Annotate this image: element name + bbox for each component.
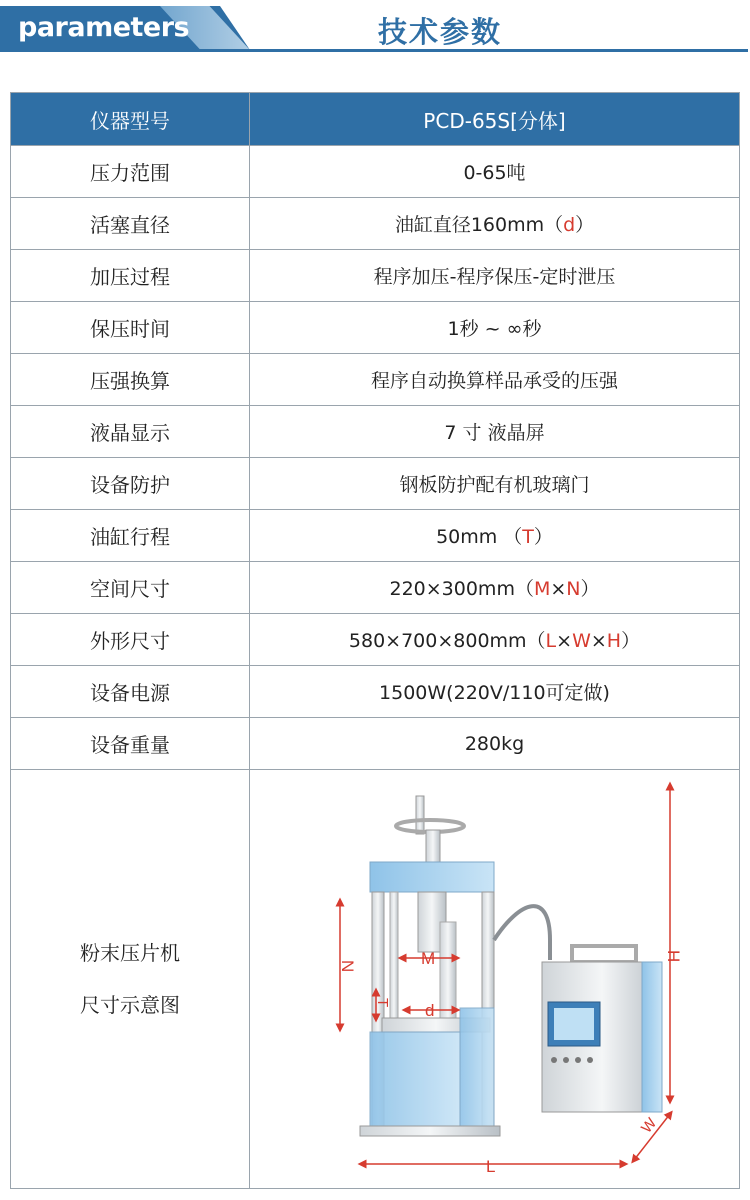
table-row	[11, 458, 740, 510]
table-row	[11, 666, 740, 718]
table-row	[11, 406, 740, 458]
value-highlight: M	[533, 578, 551, 600]
diagram-label-line: 尺寸示意图	[80, 993, 180, 1017]
value-text: ）	[621, 630, 641, 652]
row-label: 压强换算	[11, 354, 250, 406]
press-diagram-svg	[250, 770, 740, 1188]
value-text: 220×300mm（	[389, 578, 534, 600]
row-label: 活塞直径	[11, 198, 250, 250]
value-text: ）	[533, 526, 553, 548]
row-label: 空间尺寸	[11, 562, 250, 614]
row-label: 外形尺寸	[11, 614, 250, 666]
row-value: 钢板防护配有机玻璃门	[250, 458, 740, 510]
row-label: 设备重量	[11, 718, 250, 770]
value-highlight: T	[522, 526, 534, 548]
dim-label-h: H	[664, 950, 683, 963]
press-machine-icon	[360, 796, 550, 1136]
value-highlight: N	[566, 578, 581, 600]
value-highlight: W	[572, 630, 591, 652]
table-row	[11, 510, 740, 562]
table-row	[11, 354, 740, 406]
table-header-row	[11, 93, 740, 146]
diagram-label-line: 粉末压片机	[80, 941, 180, 965]
table-row	[11, 198, 740, 250]
row-label: 油缸行程	[11, 510, 250, 562]
row-label: 压力范围	[11, 146, 250, 198]
value-text: 580×700×800mm（	[348, 630, 546, 652]
row-label: 保压时间	[11, 302, 250, 354]
row-label: 加压过程	[11, 250, 250, 302]
value-text: ×	[550, 578, 567, 600]
spec-table	[10, 92, 740, 1189]
row-value: 程序加压-程序保压-定时泄压	[250, 250, 740, 302]
value-text: ×	[556, 630, 573, 652]
header-rule	[0, 49, 748, 52]
value-highlight: L	[545, 630, 557, 652]
header-en-title: parameters	[18, 12, 190, 43]
value-highlight: H	[606, 630, 622, 652]
row-value: 0-65吨	[250, 146, 740, 198]
table-row	[11, 562, 740, 614]
header-zh-title: 技术参数	[377, 15, 502, 49]
dim-label-l: L	[486, 1157, 496, 1176]
row-value: 1秒 ~ ∞秒	[250, 302, 740, 354]
value-highlight: d	[563, 214, 576, 236]
value-text: ）	[575, 214, 595, 236]
row-value: 7 寸 液晶屏	[250, 406, 740, 458]
row-value	[250, 562, 740, 614]
table-row	[11, 250, 740, 302]
table-row	[11, 302, 740, 354]
row-value: 280kg	[250, 718, 740, 770]
dim-label-n: N	[338, 960, 357, 973]
row-value	[250, 198, 740, 250]
row-label: 设备电源	[11, 666, 250, 718]
row-value	[250, 614, 740, 666]
row-value: 1500W(220V/110可定做)	[250, 666, 740, 718]
value-text: ×	[590, 630, 607, 652]
table-row	[11, 718, 740, 770]
dim-label-d: d	[425, 1001, 435, 1020]
value-text: 油缸直径160mm（	[394, 214, 564, 236]
page-header	[0, 0, 750, 60]
dim-label-m: M	[421, 949, 436, 968]
row-label: 液晶显示	[11, 406, 250, 458]
row-value: 程序自动换算样品承受的压强	[250, 354, 740, 406]
dim-label-t: T	[374, 998, 391, 1008]
dim-label-w: W	[638, 1114, 661, 1137]
header-value: PCD-65S[分体]	[250, 93, 740, 146]
value-text: 50mm （	[436, 526, 523, 548]
row-label: 设备防护	[11, 458, 250, 510]
table-row	[11, 146, 740, 198]
press-diagram	[250, 770, 740, 1188]
diagram-row	[11, 770, 740, 1189]
diagram-label	[11, 770, 250, 1189]
header-label: 仪器型号	[11, 93, 250, 146]
diagram-cell	[250, 770, 740, 1189]
table-row	[11, 614, 740, 666]
row-value	[250, 510, 740, 562]
value-text: ）	[580, 578, 600, 600]
control-box-icon	[542, 946, 662, 1112]
